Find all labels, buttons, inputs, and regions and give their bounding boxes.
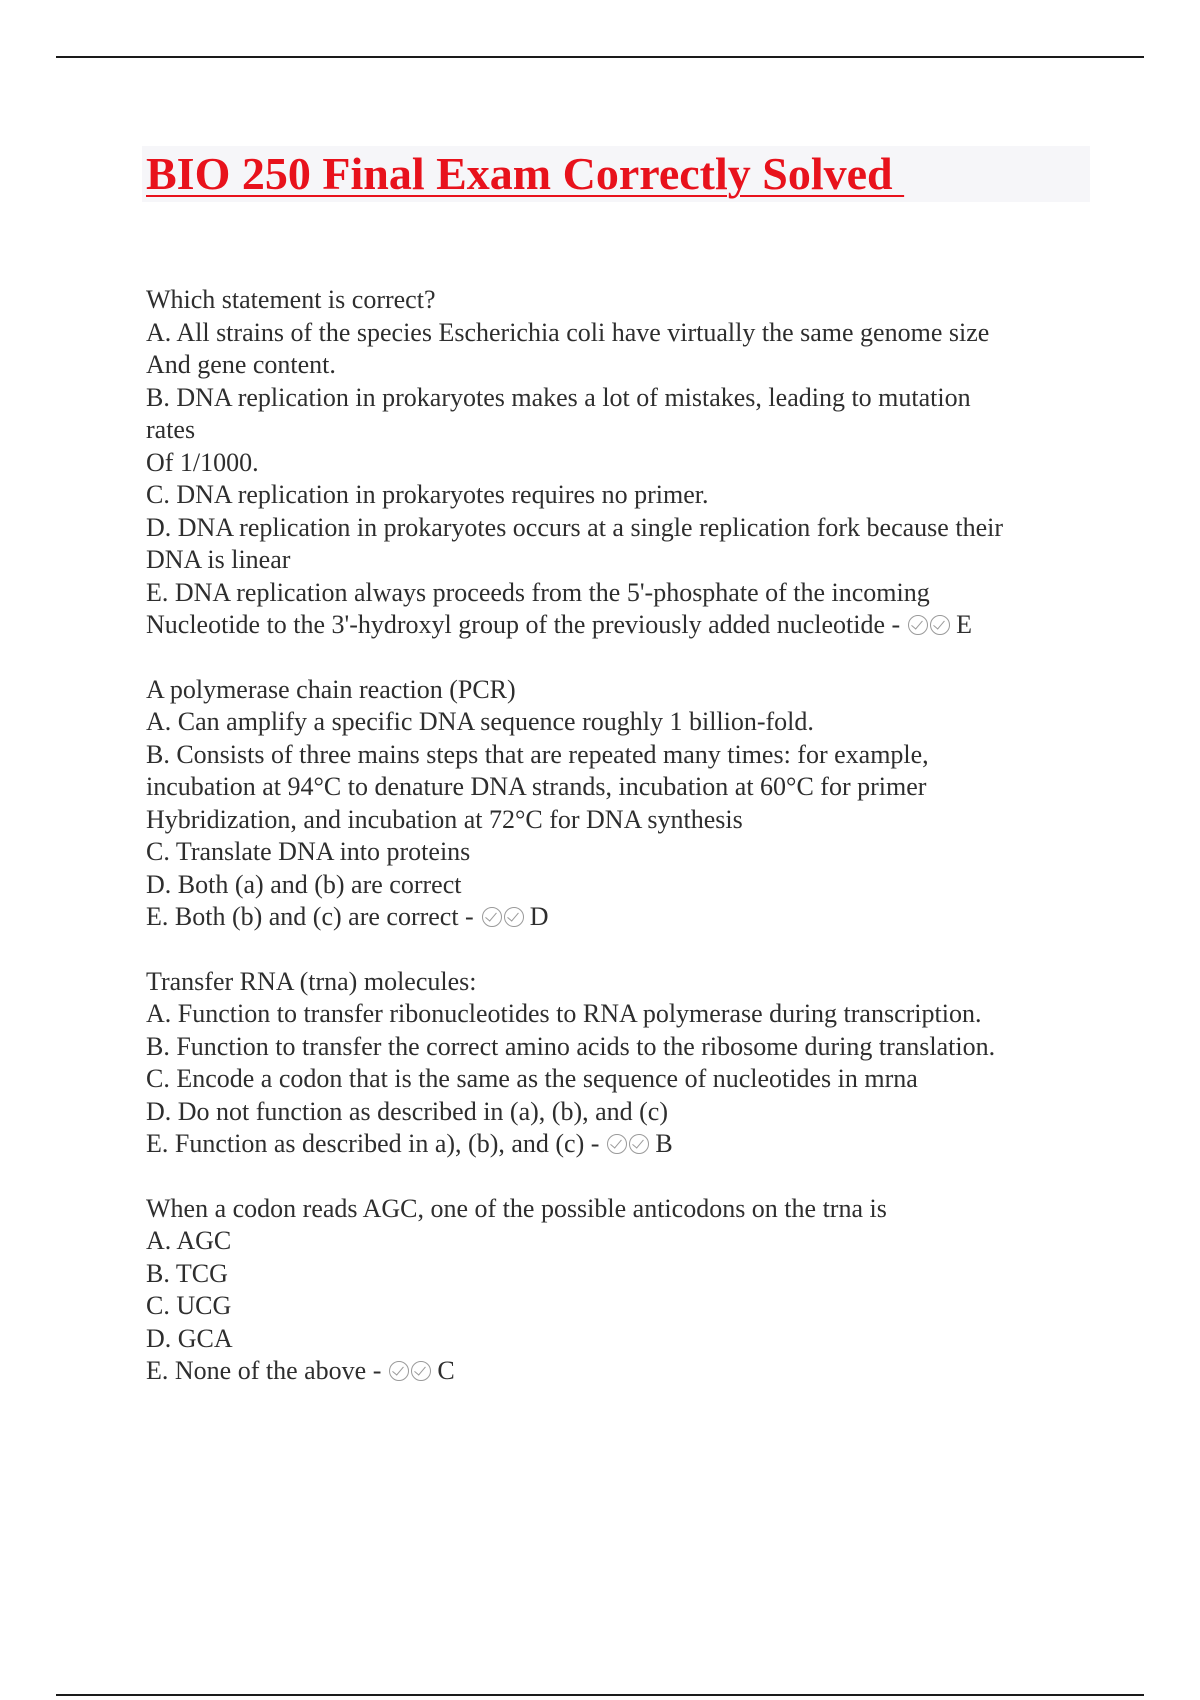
question-1-line: D. DNA replication in prokaryotes occurs at a single replication fork because their xyxy=(146,512,1003,542)
question-1-line: C. DNA replication in prokaryotes requires no primer. xyxy=(146,480,709,509)
question-1-answer-line xyxy=(146,609,1106,642)
check-circle-icon xyxy=(629,1134,649,1154)
question-3-line: B. Function to transfer the correct amino acids to the ribosome during translation. xyxy=(146,1031,996,1061)
exam-content xyxy=(146,284,1106,1420)
question-1-line: A. All strains of the species Escherichia coli have virtually the same genome size xyxy=(146,317,990,347)
question-3-line: D. Do not function as described in (a), (b), and (c) xyxy=(146,1096,668,1126)
question-3 xyxy=(146,966,1106,1161)
question-3-line: C. Encode a codon that is the same as the sequence of nucleotides in mrna xyxy=(146,1064,918,1093)
check-circle-icon xyxy=(908,615,928,635)
question-3-answer-line xyxy=(146,1128,1106,1161)
question-2-line: D. Both (a) and (b) are correct xyxy=(146,869,462,899)
question-2-line: incubation at 94°C to denature DNA strands, incubation at 60°C for primer xyxy=(146,772,927,801)
question-4-last-line: E. None of the above - xyxy=(146,1356,382,1385)
question-1-line: Which statement is correct? xyxy=(146,285,436,314)
question-4-line: C. UCG xyxy=(146,1291,232,1320)
question-2-line: A. Can amplify a specific DNA sequence roughly 1 billion-fold. xyxy=(146,707,814,736)
question-2-last-line: E. Both (b) and (c) are correct - xyxy=(146,902,474,931)
check-circle-icon xyxy=(504,907,524,927)
question-4-answer-line xyxy=(146,1355,1106,1388)
question-4-line: A. AGC xyxy=(146,1226,232,1255)
question-1 xyxy=(146,284,1106,642)
question-1-answer: E xyxy=(956,610,973,639)
question-2-line: Hybridization, and incubation at 72°C for DNA synthesis xyxy=(146,804,743,834)
question-1-line: B. DNA replication in prokaryotes makes a lot of mistakes, leading to mutation xyxy=(146,382,971,412)
header-rule xyxy=(56,56,1144,58)
question-1-line: rates xyxy=(146,415,196,444)
question-2-line: B. Consists of three mains steps that are repeated many times: for example, xyxy=(146,739,929,769)
question-2-line: C. Translate DNA into proteins xyxy=(146,837,471,866)
question-2 xyxy=(146,674,1106,934)
checkmarks xyxy=(482,901,526,934)
question-4 xyxy=(146,1193,1106,1388)
question-2-answer: D xyxy=(529,902,549,931)
question-1-last-line: Nucleotide to the 3'-hydroxyl group of the previously added nucleotide - xyxy=(146,610,901,639)
question-3-line: Transfer RNA (trna) molecules: xyxy=(146,966,477,996)
question-2-line: A polymerase chain reaction (PCR) xyxy=(146,674,516,704)
check-circle-icon xyxy=(607,1134,627,1154)
question-2-answer-line xyxy=(146,901,1106,934)
footer-rule xyxy=(56,1694,1144,1696)
check-circle-icon xyxy=(930,615,950,635)
checkmarks xyxy=(607,1128,651,1161)
question-1-line: And gene content. xyxy=(146,350,336,379)
question-3-last-line: E. Function as described in a), (b), and (c) - xyxy=(146,1129,600,1158)
check-circle-icon xyxy=(411,1361,431,1381)
question-3-answer: B xyxy=(655,1129,673,1158)
question-4-line: D. GCA xyxy=(146,1323,233,1353)
page-title: BIO 250 Final Exam Correctly Solved xyxy=(146,148,905,199)
check-circle-icon xyxy=(389,1361,409,1381)
question-4-line: When a codon reads AGC, one of the possible anticodons on the trna is xyxy=(146,1193,887,1223)
question-4-line: B. TCG xyxy=(146,1258,228,1288)
question-3-line: A. Function to transfer ribonucleotides to RNA polymerase during transcription. xyxy=(146,999,982,1028)
checkmarks xyxy=(908,609,952,642)
checkmarks xyxy=(389,1355,433,1388)
question-4-answer: C xyxy=(437,1356,455,1385)
question-1-line: DNA is linear xyxy=(146,545,291,574)
check-circle-icon xyxy=(482,907,502,927)
question-1-line: E. DNA replication always proceeds from the 5'-phosphate of the incoming xyxy=(146,577,930,607)
question-1-line: Of 1/1000. xyxy=(146,447,259,477)
